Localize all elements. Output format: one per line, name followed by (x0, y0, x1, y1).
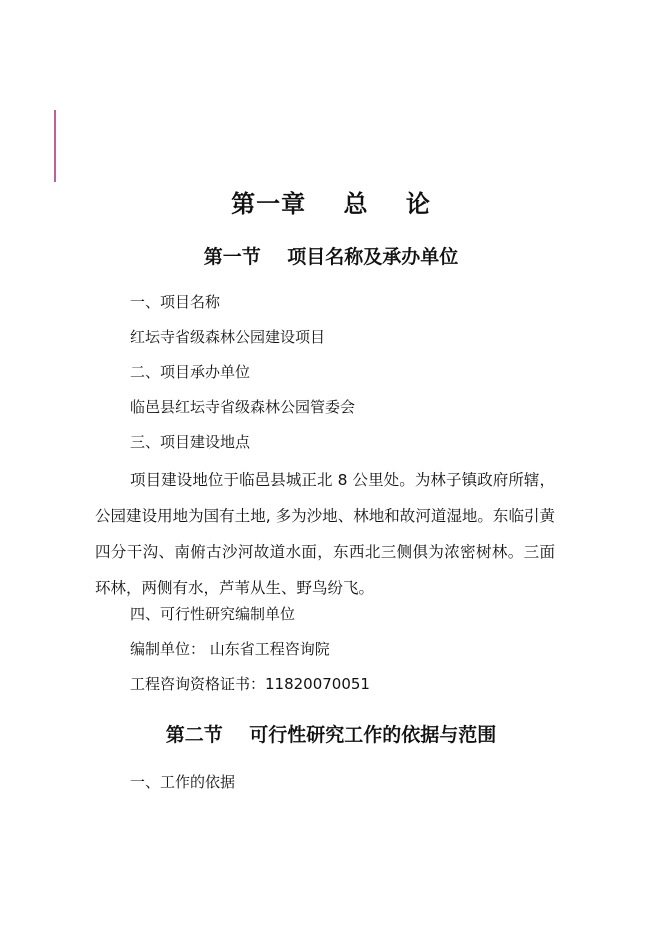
section-2-title: 第二节 可行性研究工作的依据与范围 (165, 724, 497, 746)
section-2-item-1-heading: 一、工作的依据 (130, 773, 236, 791)
item-2-heading: 二、项目承办单位 (130, 363, 251, 381)
margin-rule (54, 110, 56, 182)
item-1-heading: 一、项目名称 (130, 293, 221, 311)
item-3-paragraph: 项目建设地位于临邑县城正北 8 公里处。为林子镇政府所辖，公园建设用地为国有土地, 多为沙地、林地和故河道湿地。东临引黄四分干沟、南俯古沙河故道水面，东西北三侧俱为浓密树林。三面环林，两侧有水，芦苇从生、野鸟纷飞。 (95, 471, 555, 597)
chapter-title: 第一章 总 论 (231, 189, 431, 218)
item-3-heading: 三、项目建设地点 (130, 433, 251, 451)
item-4-heading: 四、可行性研究编制单位 (130, 605, 296, 623)
item-2-content: 临邑县红坛寺省级森林公园管委会 (130, 398, 356, 416)
item-4-certificate: 工程咨询资格证书：11820070051 (130, 675, 370, 693)
item-4-unit: 编制单位： 山东省工程咨询院 (130, 640, 330, 658)
section-1-title: 第一节 项目名称及承办单位 (203, 246, 459, 268)
item-1-content: 红坛寺省级森林公园建设项目 (130, 328, 326, 346)
